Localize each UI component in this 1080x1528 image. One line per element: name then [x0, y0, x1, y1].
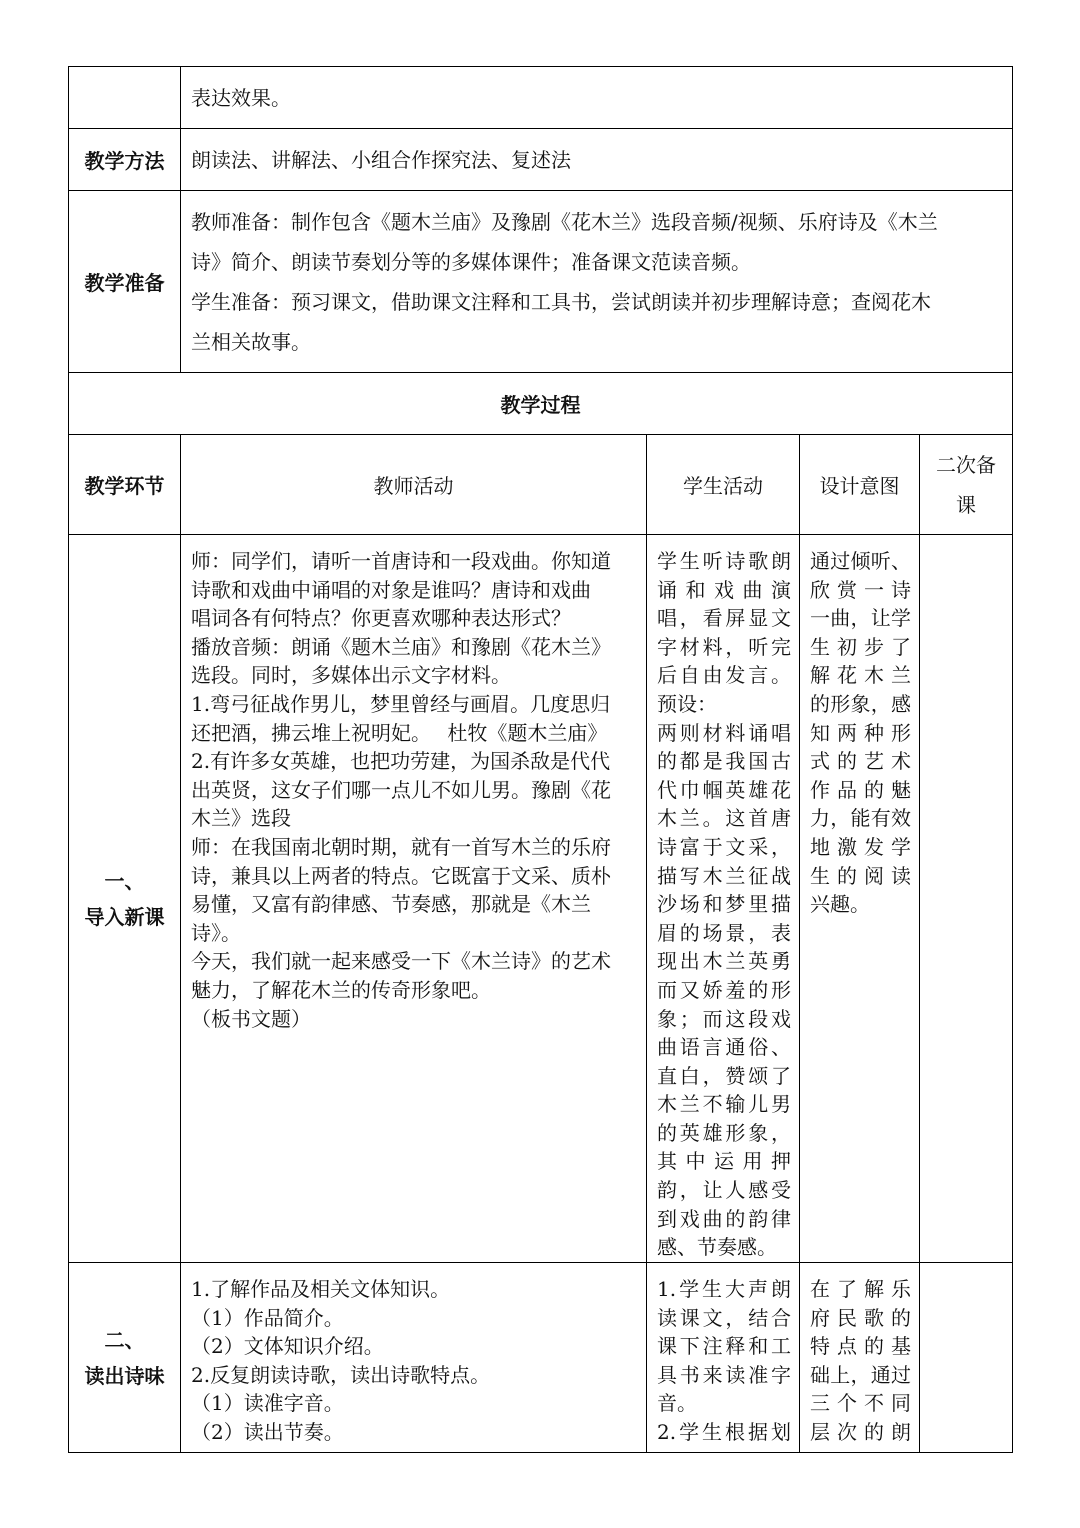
- text-line: 感、节奏感。: [657, 1235, 777, 1260]
- text-line: 诗，兼具以上两者的特点。它既富于文采、质朴: [191, 863, 611, 888]
- prep-row: [69, 191, 1013, 373]
- text-line: 课下注释和工: [657, 1334, 791, 1359]
- prep-student-line-1: 学生准备：预习课文，借助课文注释和工具书，尝试朗读并初步理解诗意；查阅花木: [191, 289, 931, 314]
- stage-reading-number: 二、: [104, 1327, 145, 1352]
- text-line: 唱，看屏显文: [657, 606, 791, 631]
- text-line: 易懂，又富有韵律感、节奏感，那就是《木兰诗》。: [191, 892, 591, 945]
- method-value: 朗读法、讲解法、小组合作探究法、复述法: [181, 129, 1013, 191]
- text-line: 木兰不输儿男: [657, 1092, 791, 1117]
- text-line: 1.学生大声朗: [657, 1277, 791, 1301]
- text-line: 诵和戏曲演: [657, 577, 791, 602]
- text-line: （1）作品简介。: [191, 1305, 344, 1330]
- text-line: （1）读准字音。: [191, 1391, 344, 1416]
- header-row: [69, 435, 1013, 535]
- text-line: 的形象，感: [810, 691, 911, 716]
- text-line: 式的艺术: [810, 749, 911, 774]
- text-line: 础上，通过: [810, 1362, 911, 1387]
- text-line: 特点的基: [810, 1334, 911, 1359]
- text-line: 曲语言通俗、: [657, 1035, 791, 1060]
- header-design: 设计意图: [800, 435, 920, 535]
- text-line: 韵，让人感受: [657, 1178, 791, 1203]
- text-line: 音。: [657, 1391, 697, 1416]
- text-line: 师：同学们，请听一首唐诗和一段戏曲。你知道: [191, 549, 611, 573]
- second-prep-reading: [920, 1263, 1013, 1453]
- stage-intro-number: 一、: [104, 868, 145, 893]
- lesson-plan-table: [68, 66, 1013, 1453]
- text-line: 三个不同: [810, 1391, 911, 1416]
- text-line: 的都是我国古: [657, 749, 791, 774]
- text-line: 选段。同时，多媒体出示文字材料。: [191, 663, 511, 688]
- text-line: 知两种形: [810, 720, 911, 745]
- text-line: 欣赏一诗: [810, 577, 911, 602]
- prep-label: 教学准备: [69, 191, 181, 373]
- text-line: 一曲，让学: [810, 606, 911, 631]
- text-line: 而又娇羞的形: [657, 977, 791, 1002]
- text-line: 到戏曲的韵律: [657, 1206, 791, 1231]
- text-line: 学生听诗歌朗: [657, 549, 791, 573]
- prep-teacher-line-2: 诗》简介、朗读节奏划分等的多媒体课件；准备课文范读音频。: [191, 249, 751, 274]
- stage-reading-title: 读出诗味: [84, 1363, 165, 1388]
- text-line: 2.学生根据划: [657, 1419, 791, 1444]
- header-second-prep: [920, 435, 1013, 535]
- text-line: 木兰》选段: [191, 806, 291, 831]
- method-row: [69, 129, 1013, 191]
- text-line: 预设：: [657, 691, 717, 716]
- text-line: 出英贤，这女子们哪一点儿不如儿男。豫剧《花: [191, 777, 611, 802]
- header-student: 学生活动: [647, 435, 800, 535]
- text-line: 后自由发言。: [657, 663, 791, 688]
- prep-teacher-line-1: 教师准备：制作包含《题木兰庙》及豫剧《花木兰》选段音频/视频、乐府诗及《木兰: [191, 209, 938, 234]
- header-stage: 教学环节: [69, 435, 181, 535]
- goal-label-cell: [69, 67, 181, 129]
- prep-text: [181, 191, 1013, 373]
- text-line: 还把酒，拂云堆上祝明妃。 杜牧《题木兰庙》: [191, 720, 608, 745]
- text-line: 其中运用押: [657, 1149, 791, 1174]
- text-line: 诗歌和戏曲中诵唱的对象是谁吗？唐诗和戏曲: [191, 577, 591, 602]
- text-line: 沙场和梦里描: [657, 892, 791, 917]
- goal-row: [69, 67, 1013, 129]
- text-line: 魅力，了解花木兰的传奇形象吧。: [191, 977, 491, 1002]
- prep-student-line-2: 兰相关故事。: [191, 329, 311, 354]
- text-line: 象；而这段戏: [657, 1006, 791, 1031]
- text-line: 生初步了: [810, 634, 911, 659]
- text-line: 描写木兰征战: [657, 863, 791, 888]
- text-line: （板书文题）: [191, 1006, 311, 1031]
- text-line: 读课文，结合: [657, 1305, 791, 1330]
- text-line: 的英雄形象，: [657, 1120, 791, 1145]
- text-line: 府民歌的: [810, 1305, 911, 1330]
- text-line: 诗富于文采，: [657, 834, 791, 859]
- text-line: 解花木兰: [810, 663, 911, 688]
- text-line: 通过倾听、: [810, 549, 911, 573]
- text-line: 兴趣。: [810, 892, 870, 917]
- text-line: 1.了解作品及相关文体知识。: [191, 1277, 451, 1301]
- design-intent-reading: [800, 1263, 920, 1453]
- stage-reading-label: [69, 1263, 181, 1453]
- method-label: 教学方法: [69, 129, 181, 191]
- text-line: 具书来读准字: [657, 1362, 791, 1387]
- stage-row-intro: [69, 535, 1013, 1263]
- text-line: 力，能有效: [810, 806, 911, 831]
- process-title-row: [69, 373, 1013, 435]
- header-second-prep-line-1: 二次备: [936, 452, 996, 477]
- text-line: 木兰。这首唐: [657, 806, 791, 831]
- text-line: 在了解乐: [810, 1277, 911, 1301]
- text-line: 师：在我国南北朝时期，就有一首写木兰的乐府: [191, 834, 611, 859]
- text-line: 2.有许多女英雄，也把功劳建，为国杀敌是代代: [191, 749, 611, 774]
- text-line: 1.弯弓征战作男儿，梦里曾经与画眉。几度思归: [191, 691, 611, 716]
- text-line: （2）文体知识介绍。: [191, 1334, 384, 1359]
- stage-intro-title: 导入新课: [84, 904, 165, 929]
- text-line: 直白，赞颂了: [657, 1063, 791, 1088]
- text-line: 作品的魅: [810, 777, 911, 802]
- text-line: 2.反复朗读诗歌，读出诗歌特点。: [191, 1362, 491, 1387]
- text-line: 生的阅读: [810, 863, 911, 888]
- teacher-activity-intro: [181, 535, 647, 1263]
- header-teacher: 教师活动: [181, 435, 647, 535]
- text-line: 字材料，听完: [657, 634, 791, 659]
- design-intent-intro: [800, 535, 920, 1263]
- text-line: （2）读出节奏。: [191, 1419, 344, 1444]
- header-second-prep-line-2: 课: [956, 492, 976, 517]
- student-activity-intro: [647, 535, 800, 1263]
- stage-intro-label: [69, 535, 181, 1263]
- text-line: 唱词各有何特点？你更喜欢哪种表达形式？: [191, 606, 571, 631]
- process-title: 教学过程: [69, 373, 1013, 435]
- text-line: 地激发学: [810, 834, 911, 859]
- student-activity-reading: [647, 1263, 800, 1453]
- text-line: 眉的场景，表: [657, 920, 791, 945]
- teacher-activity-reading: [181, 1263, 647, 1453]
- text-line: 播放音频：朗诵《题木兰庙》和豫剧《花木兰》: [191, 634, 611, 659]
- text-line: 代巾帼英雄花: [657, 777, 791, 802]
- stage-row-reading: [69, 1263, 1013, 1453]
- second-prep-intro: [920, 535, 1013, 1263]
- text-line: 两则材料诵唱: [657, 720, 791, 745]
- text-line: 今天，我们就一起来感受一下《木兰诗》的艺术: [191, 949, 611, 974]
- goal-text-tail: 表达效果。: [181, 67, 1013, 129]
- text-line: 现出木兰英勇: [657, 949, 791, 974]
- text-line: 层次的朗: [810, 1419, 911, 1444]
